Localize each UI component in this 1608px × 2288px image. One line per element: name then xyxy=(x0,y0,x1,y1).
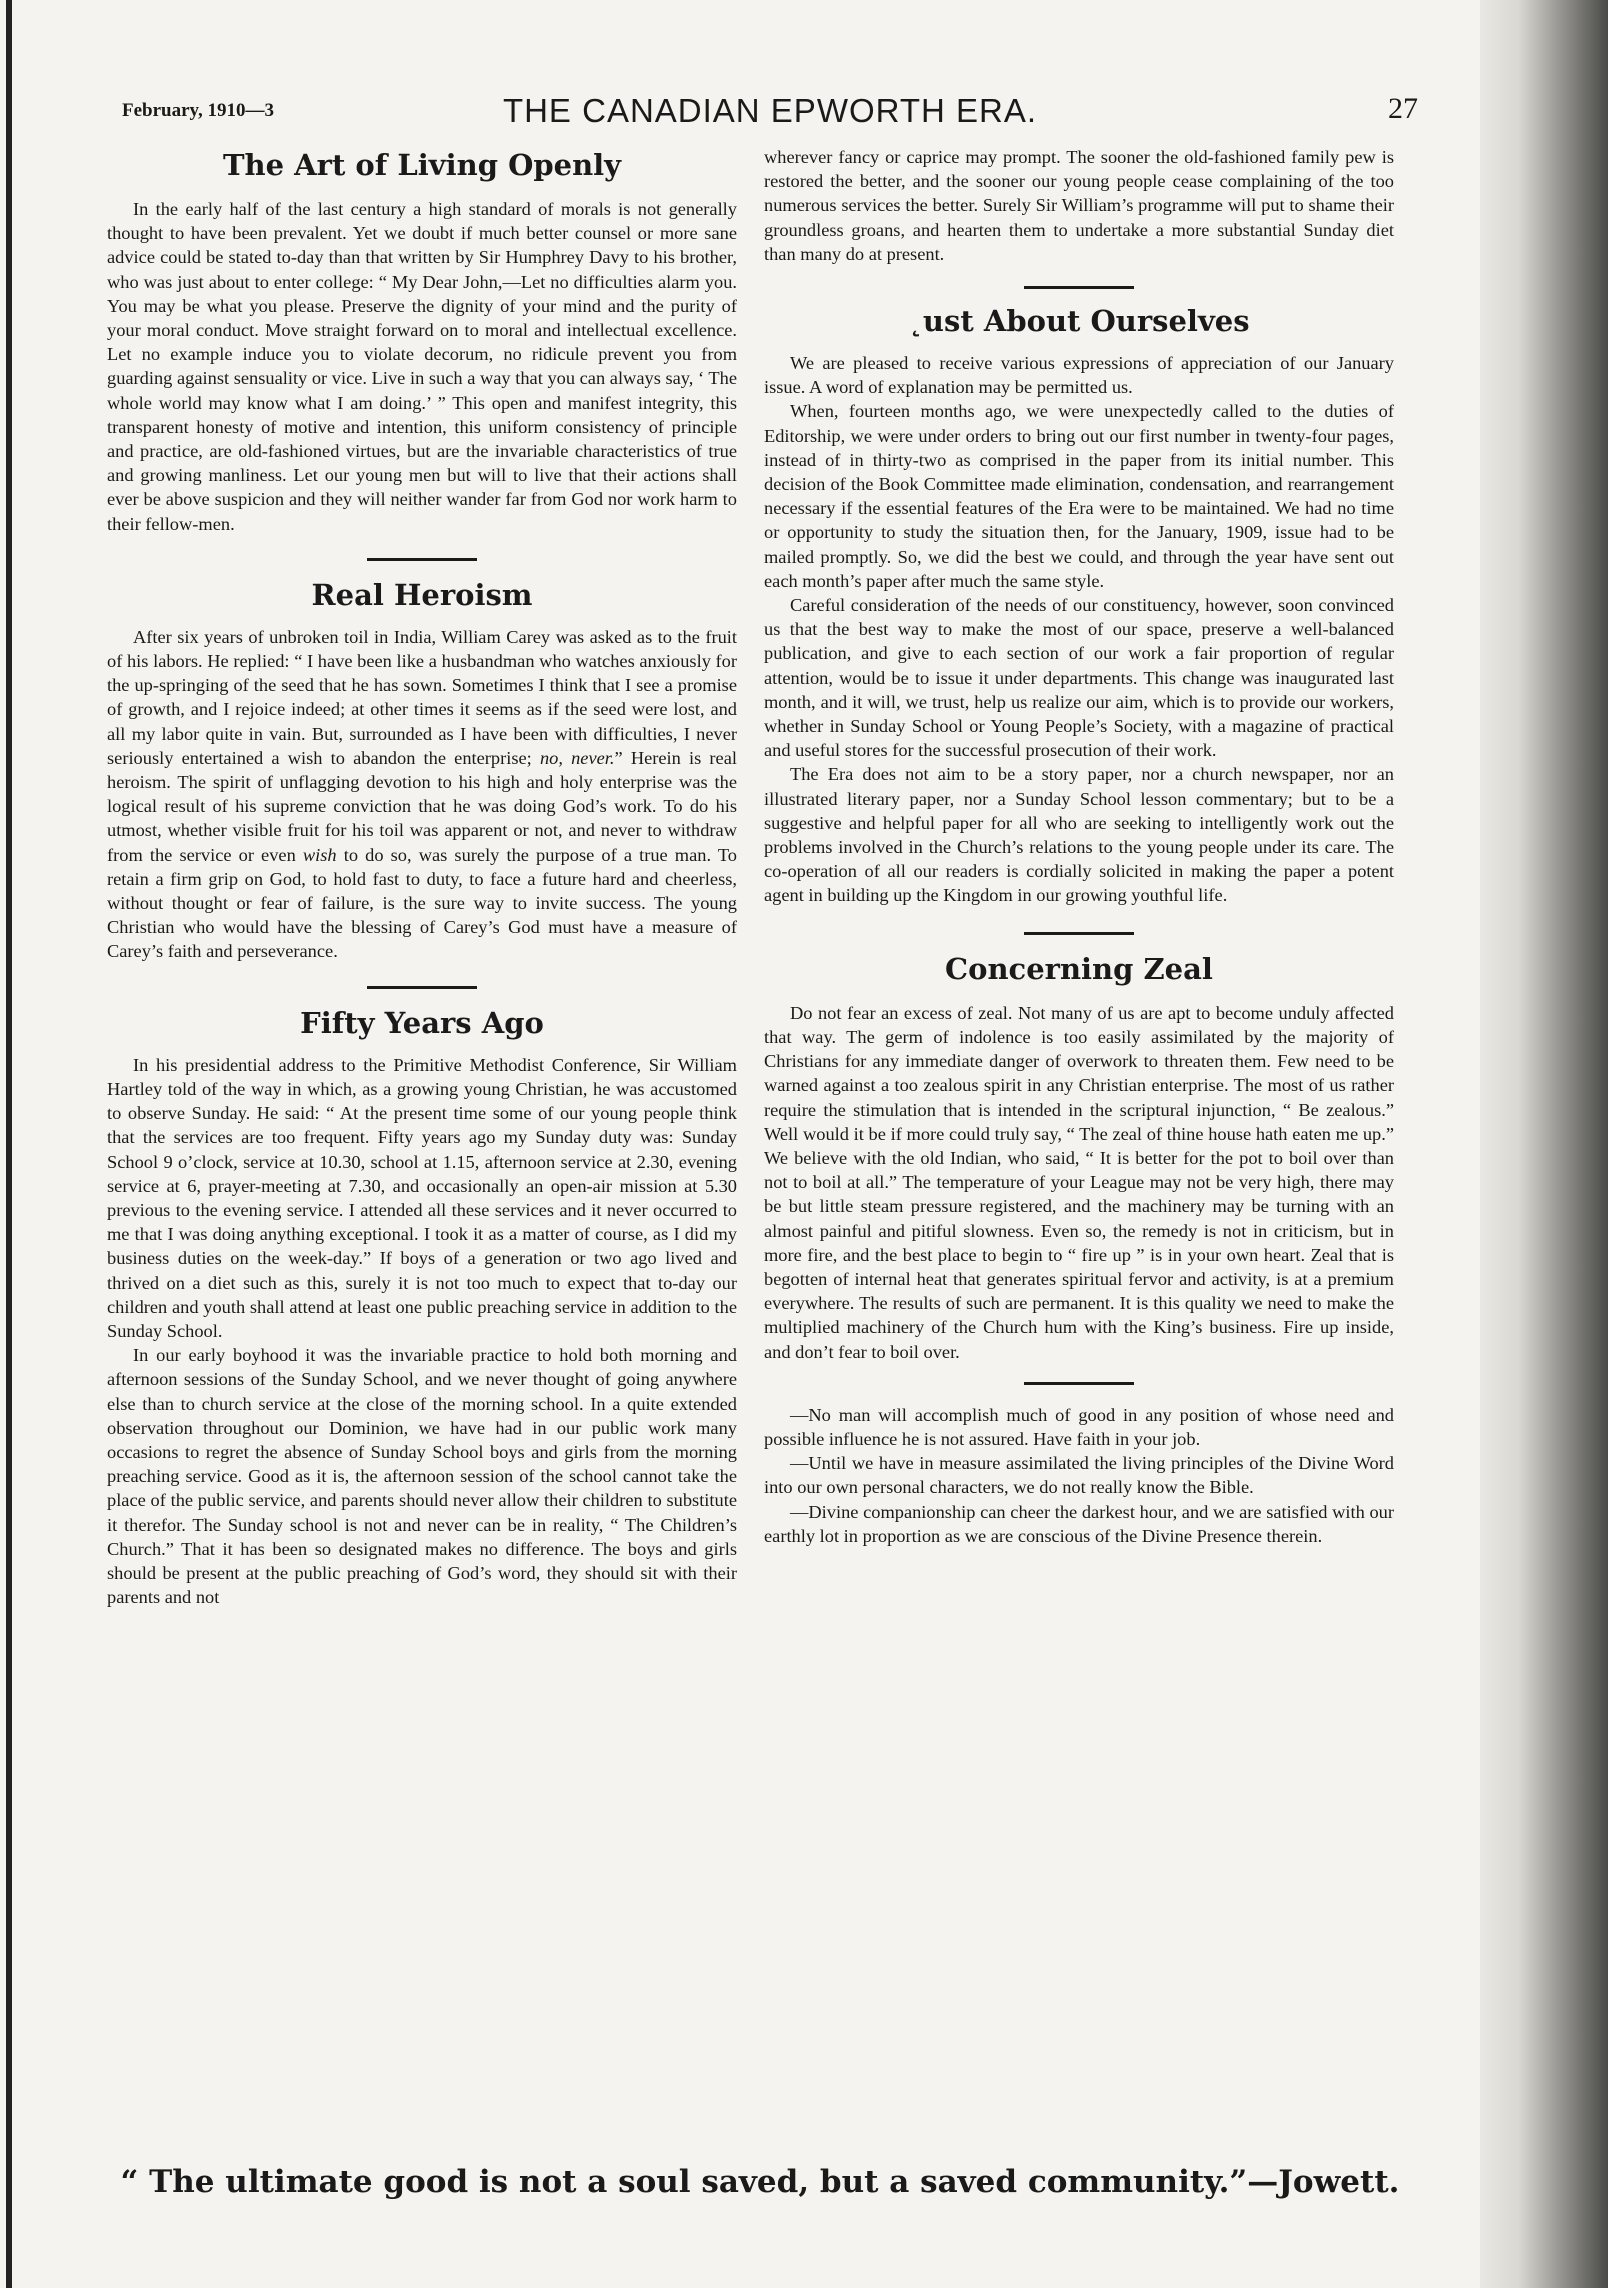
left-column xyxy=(107,145,737,1609)
article-body-ourselves-p3: Careful consideration of the needs of our constituency, however, soon convinced us that the best way to make the most of our space, preserve a well-balanced publication, and give to each section of our work a fair proportion of regular attention, would be to issue it under departments. This change was inaugurated last month, and it will, we trust, help us realize our aim, which is to provide our workers, whether in Sunday School or Young People’s Society, with a magazine of practical and useful stores for the successful prosecution of their work. xyxy=(764,595,1394,761)
article-title-concerning-zeal: Concerning Zeal xyxy=(945,951,1213,986)
article-title-living-openly: The Art of Living Openly xyxy=(222,148,622,182)
issue-date: February, 1910—3 xyxy=(122,100,274,121)
article-title-real-heroism: Real Heroism xyxy=(311,577,533,612)
section-divider xyxy=(1024,932,1134,935)
article-body-fifty-years-p3: wherever fancy or caprice may prompt. The sooner the old-fashioned family pew is restored the better, and the sooner our young people cease complaining of the too numerous services the better. Surely Sir William’s programme will put to shame their groundless groans, and hearten them to undertake a more substantial Sunday diet than many do at present. xyxy=(764,147,1394,264)
article-body-ourselves-p4: The Era does not aim to be a story paper, nor a church newspaper, nor an illustrated literary paper, nor a Sunday School lesson commentary; but to be a suggestive and helpful paper for all who are seeking to intelligently work out the problems involved in the Church’s relations to the young people under its care. The co-operation of all our readers is cordially solicited in making the paper a potent agent in building up the Kingdom in our growing youthful life. xyxy=(764,764,1394,906)
section-divider xyxy=(1024,1382,1134,1385)
section-divider xyxy=(367,558,477,561)
masthead: THE CANADIAN EPWORTH ERA. xyxy=(502,92,1038,129)
article-body-zeal: Do not fear an excess of zeal. Not many of us are apt to become unduly affected that way. The germ of indolence is too easily assimilated by the majority of Christians for any immediate danger of overwork to threaten them. Few need to be warned against a too zealous spirit in any Christian enterprise. The most of us rather require the stimulation that is intended in the scriptural injunction, “ Be zealous.” Well would it be if more could truly say, “ The zeal of thine house hath eaten me up.” We believe with the old Indian, who said, “ It is better for the pot to boil over than not to boil at all.” The temperature of your League may not be very high, there may be but little steam pressure registered, and the machinery may be turning with an almost painful and pitiful slowness. Even so, the remedy is not in criticism, but in more fire, and the best place to begin to “ fire up ” is in your own heart. Zeal that is begotten of internal heat that generates spiritual fervor and activity, is at a premium everywhere. The results of such are permanent. It is this quality we need to make the multiplied machinery of the Church hum with the King’s business. Fire up inside, and don’t fear to boil over. xyxy=(764,1002,1394,1362)
article-title-fifty-years: Fifty Years Ago xyxy=(300,1005,544,1040)
maxim-1: —No man will accomplish much of good in any position of whose need and possible influence he is not assured. Have faith in your job. xyxy=(764,1404,1394,1449)
article-body-living-openly: In the early half of the last century a high standard of morals is not generally thought to have been prevalent. Yet we doubt if much better counsel or more sane advice could be stated to-day than that written by Sir Humphrey Davy to his brother, who was just about to enter college: “ My Dear John,—Let no difficulties alarm you. You may be what you please. Preserve the dignity of your mind and the purity of your moral conduct. Move straight forward on to moral and intellectual excellence. Let no example induce you to violate decorum, no ridicule prevent you from guarding against sensuality or vice. Live in such a way that you can always say, ‘ The whole world may know what I am doing.’ ” This open and manifest integrity, this transparent honesty of motive and intention, this uniform consistency of principle and practice, are old-fashioned virtues, but are the invariable characteristics of true and growing manliness. Let our young men but will to live that their actions shall ever be above suspicion and they will neither wander far from God nor work harm to their fellow-men. xyxy=(107,199,737,534)
article-body-fifty-years-p1: In his presidential address to the Primitive Methodist Conference, Sir William Hartley told of the way in which, as a growing young Christian, he was accustomed to observe Sunday. He said: “ At the present time some of our young people think that the services are too frequent. Fifty years ago my Sunday duty was: Sunday School 9 o’clock, service at 10.30, school at 1.15, afternoon service at 2.30, evening service at 6, prayer-meeting at 7.30, and occasionally an open-air mission at 5.30 previous to the evening service. I attended all these services and it never occurred to me that I was doing anything exceptional. I took it as a matter of course, as I did my business duties on the week-day.” If boys of a generation or two ago lived and thrived on a diet such as this, surely it is not too much to expect that to-day our children and youth shall attend at least one public preaching service in addition to the Sunday School. xyxy=(107,1054,737,1341)
article-body-real-heroism: After six years of unbroken toil in India, William Carey was asked as to the fruit of his labors. He replied: “ I have been like a husbandman who watches anxiously for the up-springing of the seed that he has sown. Sometimes I think that I see a promise of growth, and I rejoice indeed; at other times it seems as if the seed were lost, and all my labor quite in vain. But, surrounded as I have been with difficulties, I never seriously entertained a wish to abandon the enterprise; no, never.” Herein is real heroism. The spirit of unflagging devotion to his high and holy enterprise was the logical result of his supreme conviction that he was doing God’s work. To do his utmost, whether visible fruit for his toil was apparent or not, and never to withdraw from the service or even wish to do so, was surely the purpose of a true man. To retain a firm grip on God, to hold fast to duty, to face a future hard and cheerless, without thought or fear of failure, is the sure way to invite success. The young Christian who would have the blessing of Carey’s God must have a measure of Carey’s faith and perseverance. xyxy=(107,626,737,962)
article-body-ourselves-p1: We are pleased to receive various expressions of appreciation of our January issue. A word of explanation may be permitted us. xyxy=(764,353,1394,398)
article-body-ourselves-p2: When, fourteen months ago, we were unexpectedly called to the duties of Editorship, we were under orders to bring out our first number in twenty-four pages, instead of in thirty-two as comprised in the paper from its initial number. This decision of the Book Committee made elimination, condensation, and rearrangement necessary if the essential features of the Era were to be maintained. We had no time or opportunity to study the situation then, for the January, 1909, issue had to be mailed promptly. So, we did the best we could, and through the year have sent out each month’s paper after much the same style. xyxy=(764,401,1394,591)
page-number: 27 xyxy=(1388,92,1418,125)
right-column xyxy=(764,145,1394,1548)
page-stack-edge xyxy=(1480,0,1608,2288)
maxim-2: —Until we have in measure assimilated the living principles of the Divine Word into our own personal characters, we do not really know the Bible. xyxy=(764,1453,1394,1498)
page-header xyxy=(122,92,1418,132)
binding-edge xyxy=(6,0,12,2288)
article-body-fifty-years-p2: In our early boyhood it was the invariable practice to hold both morning and afternoon sessions of the Sunday School, and we never thought of going anywhere else than to church service at the close of the morning school. In a quite extended observation throughout our Dominion, we have had in our public work many occasions to regret the absence of Sunday School boys and girls from the morning preaching service. Good as it is, the afternoon session of the school cannot take the place of the public service, and parents should never allow their children to substitute it therefor. The Sunday school is not and never can be in reality, “ The Children’s Church.” That it has been so designated makes no difference. The boys and girls should be present at the public preaching of God’s word, they should sit with their parents and not xyxy=(107,1345,737,1608)
section-divider xyxy=(367,986,477,989)
footer-quote: “ The ultimate good is not a soul saved, but a saved community.”—Jowett. xyxy=(120,2164,1400,2200)
section-divider xyxy=(1024,286,1134,289)
article-title-about-ourselves: ˛ust About Ourselves xyxy=(908,304,1250,339)
maxim-3: —Divine companionship can cheer the darkest hour, and we are satisfied with our earthly lot in proportion as we are conscious of the Divine Presence therein. xyxy=(764,1501,1394,1546)
